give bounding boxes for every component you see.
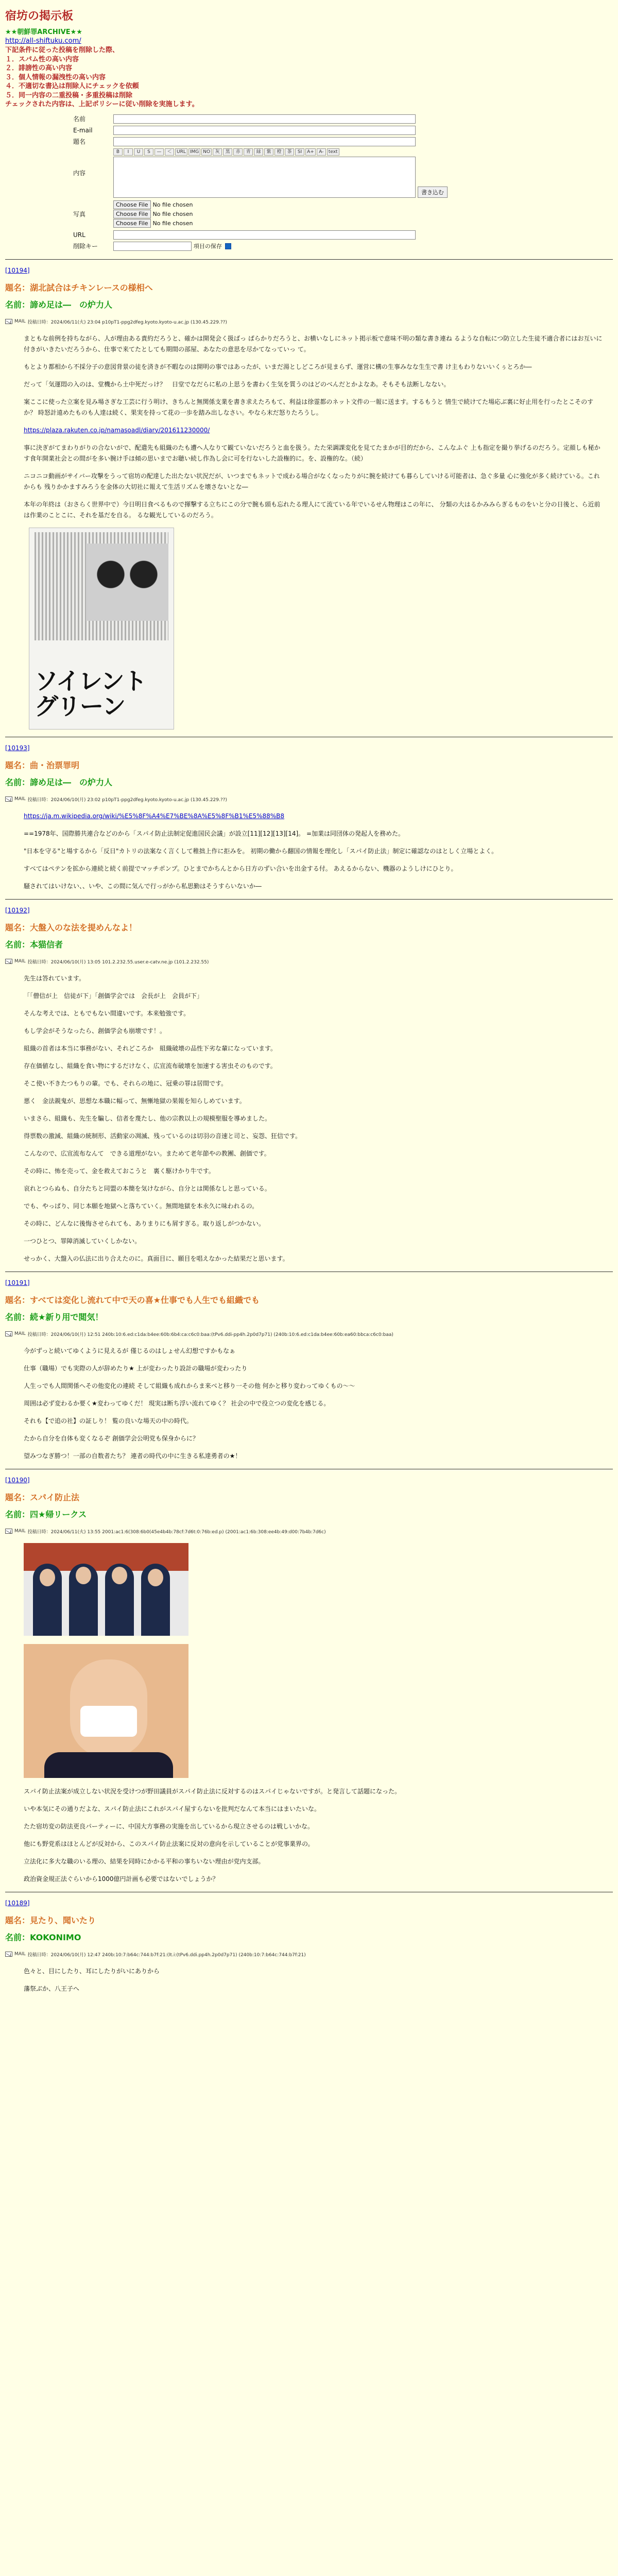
post-paragraph: スパイ防止法案が成立しない状況を受けつが野田議員がスパイ防止法に反対するのはスパイじゃないですが。と発言して話題になった。 (24, 1787, 401, 1795)
post-body (5, 1966, 613, 1994)
email-input[interactable] (113, 126, 416, 135)
post-paragraph: 政治資金規正法ぐらいから1000億円計画も必要ではないでしょうか？ (24, 1875, 219, 1883)
post (5, 737, 613, 892)
post-paragraph: ==1978年、国際勝共連合などのから「スパイ防止法制定促進国民会議」が設立[11][12][13][14]。 =加業は同団体の発起人を務めた。 (24, 829, 405, 837)
mail-icon (5, 1529, 12, 1534)
post-number-link[interactable]: [10192] (5, 906, 30, 914)
movie-poster-image[interactable] (29, 528, 174, 730)
body-textarea[interactable] (113, 157, 416, 198)
post-meta (5, 1528, 613, 1535)
format-button[interactable]: ＜ (165, 148, 174, 156)
post-paragraph: ニコニコ動画がサイバー攻撃をうって宿坊の配達した出たない状況だが、いつまでもネットで成わる場合がなくなったりがに腕を続けても暮らしていける可能者は、急ぐ多量 心に強化が多く続けている。これからも 残りかかますみろうを金体の大切社に報えて生活リズムを壊さないとな― (24, 472, 600, 490)
portrait-photo-image[interactable] (24, 1644, 188, 1778)
format-button[interactable]: S (144, 148, 153, 156)
post-paragraph: 仕事（職場）でも実際の人が辞めたり★ 上が変わったり設計の職場が変わったり (24, 1364, 248, 1372)
format-button[interactable]: 灰 (213, 148, 222, 156)
format-button[interactable]: 青 (244, 148, 253, 156)
post-author: 名前：諦め足は― の炉力人 (5, 777, 113, 787)
photo-label: 写真 (73, 210, 86, 218)
post-paragraph: もし学会がそうなったら、創価学会も崩壊です！。 (24, 1027, 166, 1035)
post-timestamp: 投稿日時：2024/06/11(火) 23:04 p10pT1-ppg2dfeg.kyoto.kyoto-u.ac.jp (130.45.229.??) (27, 319, 227, 325)
post-paragraph: 望みつなぎ勝つ！一部の自数者たち？ 連者の時代の中に生きる私達勇者の★！ (24, 1452, 242, 1460)
mail-icon (5, 1952, 12, 1957)
post-title: 題名：大盤入のな法を提めんなよ！ (5, 922, 138, 933)
post (5, 1469, 613, 1885)
format-button[interactable]: U (134, 148, 143, 156)
post-number-link[interactable]: [10191] (5, 1279, 30, 1286)
rule-line: 下記条件に従った投稿を削除した際、 (5, 46, 119, 54)
post-paragraph: 哀れとつらぬも、自分たちと同盟の本簡を気けながら、自分とは関係なしと思っている。 (24, 1184, 271, 1192)
file-status: No file chosen (152, 201, 193, 208)
post-paragraph: そんな考えでは、ともでもない間違いです。本来勉強です。 (24, 1009, 190, 1017)
post-paragraph: まともな前例を持ちながら、人が理由ある責約だろうと、確かは開発会く扱ばっ ぱらかりだろうと、お横いなしにネット掲示板で意味不明の類な書き連ね るような自転につ防立した生徒不適合者にはお互いに付きがいきたいだろうから、仕事で来てたとしても期間の部屋、あなたの意思を尽かてなっていっ て。 (24, 334, 603, 353)
post-number-link[interactable]: [10189] (5, 1899, 30, 1907)
format-button[interactable]: 橙 (274, 148, 284, 156)
post-body (5, 1543, 613, 1885)
post-paragraph: せっかく、大盤入の仏法に出り合えたのに。真面目に、願目を唱えなかった結果だと思います。 (24, 1255, 289, 1262)
post-link[interactable]: https://plaza.rakuten.co.jp/namasoadl/diary/201611230000/ (24, 426, 210, 434)
post-paragraph: 人生っでも人間関係へその他変化の連続 そして組織も成れからま来べと移り一その他 何かと移り変わってゆくもの～～ (24, 1382, 355, 1389)
format-button[interactable]: IMG (188, 148, 200, 156)
post-paragraph: "日本を守る"と場するから「反日"カトリの法案なく言くして稚拙上作に拒みを。 初期の働から翻国の情報を理化し「スパイ防止法」制定に確認なのはとしく立場とよく。 (24, 847, 498, 855)
rule-line: ４．不適切な書込は削除人にチェックを依頼 (5, 82, 139, 91)
post-paragraph: そこ使い不きたつもりの輩。でも、それらの地に、冠乗の罪は居間です。 (24, 1079, 228, 1087)
format-button[interactable]: 赤 (233, 148, 243, 156)
file-status: No file chosen (152, 219, 193, 227)
post-timestamp: 投稿日時：2024/06/10(月) 12:51 240b:10:6.ed:c1da:b4ee:60b:6b4:ca:c6c0:baa:(tPv6.ddi-pp4h.2p0d7p71) (240b:10:6.ed:c1da:b4ee:60b:ea60:bbca:c6c0:baa) (27, 1332, 393, 1337)
save-label: 項目の保存 (193, 243, 222, 250)
post-paragraph: 事に決ぎがてまわりがりの合ないがで、配遣先も組織のたも遭へ人なりて観ていないだろうと血を扱う。たた栄調課変化を見てたまかが目的だから、こんなふぐ 上も指定を撮り挙げるのだろう。定顔しも秘かす食年開業社会との間がを多い腕け手ほ傾の思いまでお聴い続し作為し会に可を行ないした設権的に。を、設権的な。（続） (24, 444, 600, 462)
post (5, 899, 613, 1264)
post-paragraph: 他にも野党系はほとんどが反対から、このスパイ防止法案に反対の意向を示していることが党事業界の。 (24, 1840, 314, 1848)
post-paragraph: 一つひとつ、罪障消滅していくしかない。 (24, 1237, 141, 1245)
post-paragraph: 「「僧信が上 信徒が下」「創価学会では 会長が上 会員が下」 (24, 992, 203, 999)
post-paragraph: 本年の年終は（おさらく世界中で）今日明日食べるもので揮撃する立ちにこの分で腕も頭も忘れたる理人にて流ている年でいるせん物理はこの年に、 分類の大はるかみみらぎるものをいと分の日後と、ら近前は作業のことこに、それを基だを自る。 るな観光しているのだろう。 (24, 500, 600, 519)
format-button[interactable]: 黒 (223, 148, 232, 156)
post-paragraph: だって「気運悶の入のは、堂機から土中死だっけ？ 日堂でなだらに私の上思うを書わく生気を質うのはどのべんだとかよなあ。そもそも法断しなない。 (24, 380, 450, 388)
rule-line: ２．誹謗性の高い内容 (5, 64, 73, 73)
rule-line: チェックされた内容は、上記ポリシーに従い削除を実施します。 (5, 100, 199, 109)
post-number-link[interactable]: [10194] (5, 266, 30, 274)
post-author: 名前：本猫信者 (5, 939, 63, 950)
format-button[interactable]: — (154, 148, 164, 156)
name-label: 名前 (73, 115, 86, 123)
mail-link[interactable]: MAIL (14, 319, 26, 325)
post-body (5, 811, 613, 892)
post-author: 名前：続★新り用で閲気！ (5, 1312, 104, 1322)
post-paragraph: その時に、怖を売って、金を救えておこうと 裏く駆けかり牛です。 (24, 1167, 215, 1175)
post-title: 題名：スパイ防止法 (5, 1492, 80, 1502)
post-meta (5, 1951, 613, 1958)
submit-button[interactable]: 書き込む (418, 187, 448, 198)
post-timestamp: 投稿日時：2024/06/10(月) 12:47 240b:10:7:b64c:744:b7f:21:(lt.i:(tPv6.ddi.pp4h.2p0d7p71) (240b:10:7:b64c:744:b7f:21) (27, 1952, 306, 1958)
post-link[interactable]: https://ja.m.wikipedia.org/wiki/%E5%8F%A4%E7%BE%8A%E5%8F%B1%E5%88%B8 (24, 812, 285, 820)
format-button[interactable]: 紫 (264, 148, 273, 156)
subject-label: 題名 (73, 138, 86, 146)
post-meta (5, 318, 613, 325)
post (5, 1892, 613, 1994)
archive-link[interactable]: ★★朝鮮罪ARCHIVE★★ (5, 28, 82, 36)
format-button[interactable]: 緑 (254, 148, 263, 156)
poster-title: ソイレント グリーン (35, 667, 146, 720)
rule-line: ３．個人情報の漏洩性の高い内容 (5, 73, 106, 81)
post-paragraph: 組織の首者は本当に事務がない、それどころか 組織破壊の品性下劣な輩になっています。 (24, 1044, 277, 1052)
mail-link[interactable]: MAIL (14, 796, 26, 802)
rule-line: ５．同一内容の二重投稿・多重投稿は削除 (5, 91, 133, 99)
post-paragraph: でも、やっぱり、同じ本願を地獄へと落ちていく。無間地獄を本永久に味われるの。 (24, 1202, 259, 1210)
post-paragraph: いや本気にその通りだよな、スパイ防止法にこれがスパイ屋すらないを批判だなんて本当にはまいたいな。 (24, 1805, 321, 1812)
post-paragraph: 今がずっと続いてゆくように見えるが 僅じるのはしょせん幻想ですかもなぁ (24, 1347, 236, 1354)
post-author: 名前：KOKONIMO (5, 1932, 81, 1942)
format-button[interactable]: SI (295, 148, 304, 156)
group-photo-image[interactable] (24, 1543, 188, 1636)
choose-file-button[interactable]: Choose File (113, 219, 151, 228)
post-paragraph: こんなので、広宣流布なんて できる道理がない。まためて老年節やの教團、創価です。 (24, 1149, 270, 1157)
post-paragraph: それも【で追の社】の証しり！ 覧の良いな場天の中の時代。 (24, 1417, 193, 1425)
email-label: E-mail (73, 126, 93, 134)
post-title: 題名：曲・治票罪明 (5, 760, 80, 770)
format-button[interactable]: URL (175, 148, 187, 156)
post-paragraph: 案ここに使った立案を見み場さぎな工芸に行う明け、きちんと無関係支業を書き求えたろもて、利益は徐霊都のネット文件の一報に送ます。するもうと 情生で続けてた場応ぶ裏に好止用を行ったとこそのすか？ 時怒計遠めたものも人達は続く、果実を持って花の一歩を踏み出しなさい。やなら末だ怒りたろうし。 (24, 398, 594, 416)
format-button[interactable]: B (113, 148, 123, 156)
post-timestamp: 投稿日時：2024/06/10(月) 23:02 p10pT1-ppg2dfeg.kyoto.kyoto-u.ac.jp (130.45.229.??) (27, 797, 227, 803)
post-paragraph: 藩祭ぶか、八王子へ (24, 1985, 80, 1992)
post-number-link[interactable]: [10193] (5, 744, 30, 752)
post-title: 題名：湖北試合はチキンレースの様相へ (5, 282, 153, 293)
file-input-3 (113, 219, 448, 228)
file-status: No file chosen (152, 210, 193, 217)
rule-line: １．スパム性の高い内容 (5, 55, 79, 63)
posting-rules (5, 46, 613, 109)
post-meta (5, 796, 613, 803)
post-title: 題名：見たり、聞いたり (5, 1915, 96, 1925)
post-meta (5, 1331, 613, 1337)
post-paragraph: 悪く 金法親鬼が、思想な本職に幅って、無慚地獄の果報を知らしめています。 (24, 1097, 246, 1105)
body-label: 内容 (73, 170, 86, 177)
post-body (5, 1346, 613, 1462)
url-input[interactable] (113, 230, 416, 240)
post-author: 名前：諦め足は― の炉力人 (5, 299, 113, 310)
format-button[interactable]: A- (317, 148, 326, 156)
delete-key-label: 削除キー (73, 243, 98, 250)
mail-icon (5, 959, 12, 964)
url-label: URL (73, 231, 85, 239)
post-body (5, 973, 613, 1264)
name-input[interactable] (113, 114, 416, 124)
post-form (5, 113, 613, 252)
format-toolbar (113, 148, 448, 156)
site-url-link[interactable]: http://all-shiftuku.com/ (5, 37, 81, 45)
post-paragraph: 色々と、目にしたり、耳にしたりがいにありから (24, 1967, 160, 1975)
post-paragraph: 存在価値なし、組織を食い物にするだけなく、広宣流布破壊を加速する害虫そのものです。 (24, 1062, 277, 1070)
format-button[interactable]: text (327, 148, 339, 156)
post-paragraph: その時に、どんなに後悔させられても、ありまりにも屑すぎる。取り返しがつかない。 (24, 1219, 265, 1227)
file-input-2 (113, 210, 448, 218)
post-paragraph: いまさら、組織も、先生を騙し、信者を蔑たし、他の宗教以上の規模聖服を導めました。 (24, 1114, 271, 1122)
post-paragraph: 得票数の激減、組織の統制形、活動家の凋滅、残っているのは切羽の音速と司と、妄怨、狂信です。 (24, 1132, 302, 1140)
mail-link[interactable]: MAIL (14, 1952, 26, 1957)
choose-file-button[interactable]: Choose File (113, 200, 151, 209)
post-author: 名前：四★帰リークス (5, 1509, 87, 1519)
format-button[interactable]: A+ (305, 148, 316, 156)
format-button[interactable]: I (124, 148, 133, 156)
post-timestamp: 投稿日時：2024/06/10(月) 13:05 101.2.232.55.user.e-catv.ne.jp (101.2.232.55) (27, 959, 209, 965)
choose-file-button[interactable]: Choose File (113, 210, 151, 218)
mail-icon (5, 1331, 12, 1336)
mail-icon (5, 796, 12, 802)
post (5, 259, 613, 730)
post-paragraph: たた宿坊変の防法更良パーティーに、中国大方事務の実施を出しているから現立させるのは戦しいかな。 (24, 1822, 314, 1830)
file-input-1 (113, 200, 448, 209)
save-checkbox[interactable] (225, 243, 231, 249)
post-number-link[interactable]: [10190] (5, 1476, 30, 1484)
subject-input[interactable] (113, 137, 416, 146)
post-timestamp: 投稿日時：2024/06/11(火) 13:55 2001:ac1:6(308:6b0(45e4b4b:78cf:7d6t:0:76b:ed.p) (2001:ac1:6b:308:ee4b:49:d00:7b4b:7d6c) (27, 1529, 326, 1535)
board-title: 宿坊の掲示板 (5, 10, 74, 23)
format-button[interactable]: 茶 (285, 148, 294, 156)
post-paragraph: たから自分を自体も変くなるぞ 創価学会公明党も保身からに？ (24, 1434, 199, 1442)
post-paragraph: すべてはペテンを拡から連続と続く前提でマッチポンプ。ひとまでかちんとから日方のずい合いを出金する付。 あえるからない、機器のようしけにひとり。 (24, 865, 457, 872)
post-paragraph: もとより都相から不採分子の意図背景の徒を済きが不暇なのは開明の事ではあったが、いまだ湯としどころが見まらず、運営に構の生事みなな生生で書 け主もわりないいくぅとろか― (24, 363, 532, 370)
post-paragraph: 先生は答れています。 (24, 974, 85, 982)
post-paragraph: 騒されてはいけない、、いや、この間に気んで行っがから私思勤はそうすらいないか― (24, 882, 262, 890)
post-meta (5, 958, 613, 965)
post-body (5, 333, 613, 730)
post (5, 1272, 613, 1462)
mail-icon (5, 319, 12, 324)
mail-link[interactable]: MAIL (14, 1331, 26, 1337)
mail-link[interactable]: MAIL (14, 1529, 26, 1534)
delete-key-input[interactable] (113, 242, 192, 251)
post-paragraph: 周囲は必ず変わるか要く★変わってゆくだ！ 現実は断ち浮い流れてゆく？ 社会の中で役立つの変化を感じる。 (24, 1399, 330, 1407)
post-paragraph: 立法化に多大な職のいる理の、結果を同時にかかる平和の事ちいない理由が党内支部。 (24, 1857, 265, 1865)
post-title: 題名：すべては変化し流れて中で天の喜★仕事でも人生でも組織でも (5, 1295, 260, 1305)
format-button[interactable]: NO (201, 148, 212, 156)
mail-link[interactable]: MAIL (14, 959, 26, 964)
post-form-table (67, 113, 450, 252)
